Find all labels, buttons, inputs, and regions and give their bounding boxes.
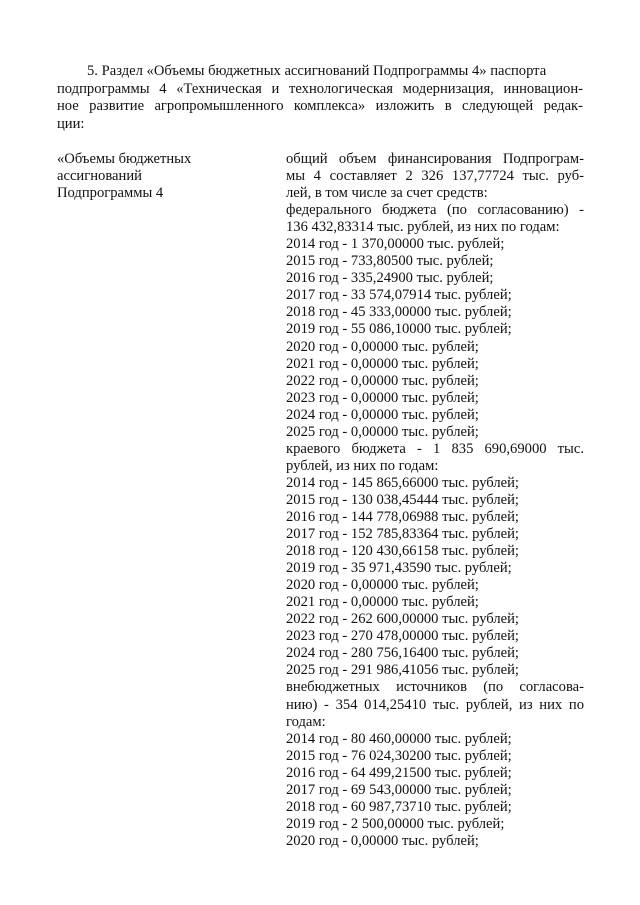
value-line: 2020 год - 0,00000 тыс. рублей;: [286, 338, 479, 355]
value-line: 2014 год - 80 460,00000 тыс. рублей;: [286, 730, 512, 747]
value-line: 2017 год - 33 574,07914 тыс. рублей;: [286, 287, 512, 304]
value-line: краевого бюджета - 1 835 690,69000 тыс.: [286, 440, 584, 457]
value-line: нию) - 354 014,25410 тыс. рублей, из них по: [286, 696, 584, 713]
value-line: 2015 год - 130 038,45444 тыс. рублей;: [286, 491, 519, 508]
value-line: внебюджетных источников (по согласова-: [286, 679, 584, 696]
value-line: лей, в том числе за счет средств:: [286, 185, 488, 202]
value-line: 2022 год - 0,00000 тыс. рублей;: [286, 372, 479, 389]
value-line: 2017 год - 152 785,83364 тыс. рублей;: [286, 526, 519, 543]
value-line: 2025 год - 291 986,41056 тыс. рублей;: [286, 662, 519, 679]
value-line: 2024 год - 280 756,16400 тыс. рублей;: [286, 645, 519, 662]
value-line: 2018 год - 120 430,66158 тыс. рублей;: [286, 543, 519, 560]
intro-line: 5. Раздел «Объемы бюджетных ассигнований Подпрограммы 4» паспорта: [87, 63, 547, 79]
value-line: 2019 год - 2 500,00000 тыс. рублей;: [286, 815, 505, 832]
intro-line: подпрограммы 4 «Техническая и технологическая модернизация, инновацион-: [57, 80, 583, 97]
value-line: 2018 год - 60 987,73710 тыс. рублей;: [286, 798, 512, 815]
intro-line: ции:: [57, 115, 85, 132]
value-line: 2016 год - 335,24900 тыс. рублей;: [286, 270, 494, 287]
value-line: 2014 год - 1 370,00000 тыс. рублей;: [286, 236, 505, 253]
value-line: 2020 год - 0,00000 тыс. рублей;: [286, 577, 479, 594]
label-column: [57, 151, 257, 203]
value-line: 2023 год - 0,00000 тыс. рублей;: [286, 389, 479, 406]
label-line: Подпрограммы 4: [57, 185, 164, 202]
value-line: годам:: [286, 713, 326, 730]
value-line: 2021 год - 0,00000 тыс. рублей;: [286, 594, 479, 611]
value-line: 2022 год - 262 600,00000 тыс. рублей;: [286, 611, 519, 628]
value-line: 2023 год - 270 478,00000 тыс. рублей;: [286, 628, 519, 645]
intro-paragraph: [57, 63, 583, 133]
label-line: «Объемы бюджетных: [57, 151, 192, 167]
value-line: 2025 год - 0,00000 тыс. рублей;: [286, 423, 479, 440]
value-line: федерального бюджета (по согласованию) -: [286, 202, 584, 219]
value-line: 136 432,83314 тыс. рублей, из них по годам:: [286, 219, 560, 236]
value-line: 2019 год - 35 971,43590 тыс. рублей;: [286, 560, 512, 577]
value-line: 2016 год - 64 499,21500 тыс. рублей;: [286, 764, 512, 781]
value-line: общий объем финансирования Подпрограм-: [286, 151, 584, 167]
value-line: 2015 год - 76 024,30200 тыс. рублей;: [286, 747, 512, 764]
value-line: 2021 год - 0,00000 тыс. рублей;: [286, 355, 479, 372]
value-line: 2020 год - 0,00000 тыс. рублей;: [286, 832, 479, 849]
value-line: рублей, из них по годам:: [286, 457, 439, 474]
value-line: 2024 год - 0,00000 тыс. рублей;: [286, 406, 479, 423]
intro-line: ное развитие агропромышленного комплекса» изложить в следующей редак-: [57, 98, 583, 115]
value-line: 2016 год - 144 778,06988 тыс. рублей;: [286, 508, 519, 525]
value-line: 2019 год - 55 086,10000 тыс. рублей;: [286, 321, 512, 338]
value-column: [286, 151, 584, 850]
label-line: ассигнований: [57, 168, 142, 185]
value-line: 2017 год - 69 543,00000 тыс. рублей;: [286, 781, 512, 798]
value-line: 2018 год - 45 333,00000 тыс. рублей;: [286, 304, 512, 321]
value-line: мы 4 составляет 2 326 137,77724 тыс. руб-: [286, 168, 584, 185]
value-line: 2015 год - 733,80500 тыс. рублей;: [286, 253, 494, 270]
value-line: 2014 год - 145 865,66000 тыс. рублей;: [286, 474, 519, 491]
